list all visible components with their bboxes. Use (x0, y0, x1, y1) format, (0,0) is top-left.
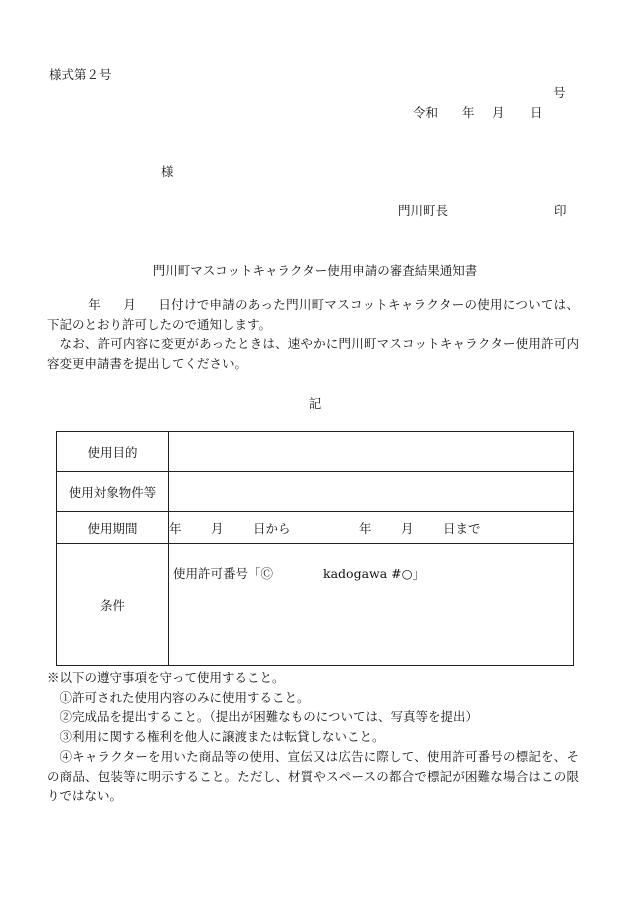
condition-value (169, 544, 574, 666)
table-row (57, 544, 574, 666)
document-number-suffix: 号 (553, 85, 566, 100)
document-title: 門川町マスコットキャラクター使用申請の審査結果通知書 (152, 263, 478, 278)
date-era: 令和 (413, 105, 439, 120)
para1-year: 年 (88, 297, 102, 312)
period-start-year: 年 (169, 520, 182, 536)
date-month: 月 (492, 105, 505, 120)
issue-date (413, 105, 543, 120)
notes-heading: ※以下の遵守事項を守って使用すること。 (47, 670, 285, 685)
para1-text: 日付けで申請のあった門川町マスコットキャラクターの使用については、下記のとおり許可したので通知します。 (47, 297, 579, 332)
form-number: 様式第２号 (49, 67, 112, 82)
target-label: 使用対象物件等 (57, 472, 169, 512)
note-item-3: ③利用に関する権利を他人に譲渡または転貸しないこと。 (59, 729, 385, 745)
period-end-year: 年 (359, 520, 372, 536)
note-item-4: ④キャラクターを用いた商品等の使用、宣伝又は広告に際して、使用許可番号の標記を、その商品、包装等に明示すること。ただし、材質やスペースの都合で標記が困難な場合はこの限りではない。 (47, 748, 579, 804)
note-item-2: ②完成品を提出すること。（提出が困難なものについては、写真等を提出） (59, 709, 479, 725)
target-value (169, 472, 574, 512)
compliance-notes (47, 668, 579, 806)
para1-month: 月 (123, 297, 137, 312)
permission-table (56, 431, 574, 666)
date-day: 日 (530, 105, 543, 120)
period-value (169, 512, 574, 544)
condition-prefix: 使用許可番号「Ⓒ (173, 566, 274, 581)
table-row (57, 432, 574, 472)
purpose-label: 使用目的 (57, 432, 169, 472)
condition-code: kadogawa #○」 (323, 566, 426, 581)
table-row (57, 512, 574, 544)
body-paragraph-1 (47, 295, 579, 334)
period-start-month: 月 (211, 520, 224, 536)
ki-heading: 記 (308, 396, 322, 411)
seal-mark: 印 (554, 203, 567, 218)
period-start-day: 日から (253, 520, 291, 536)
period-end-day: 日まで (443, 520, 481, 536)
period-end-month: 月 (401, 520, 414, 536)
purpose-value (169, 432, 574, 472)
date-year: 年 (462, 105, 475, 120)
body-paragraph-2: なお、許可内容に変更があったときは、速やかに門川町マスコットキャラクター使用許可内容変更申請書を提出してください。 (47, 336, 579, 371)
table-row (57, 472, 574, 512)
recipient-suffix: 様 (161, 164, 174, 179)
period-label: 使用期間 (57, 512, 169, 544)
condition-label: 条件 (57, 544, 169, 666)
issuer-name: 門川町長 (398, 203, 449, 218)
note-item-1: ①許可された使用内容のみに使用すること。 (59, 689, 310, 705)
